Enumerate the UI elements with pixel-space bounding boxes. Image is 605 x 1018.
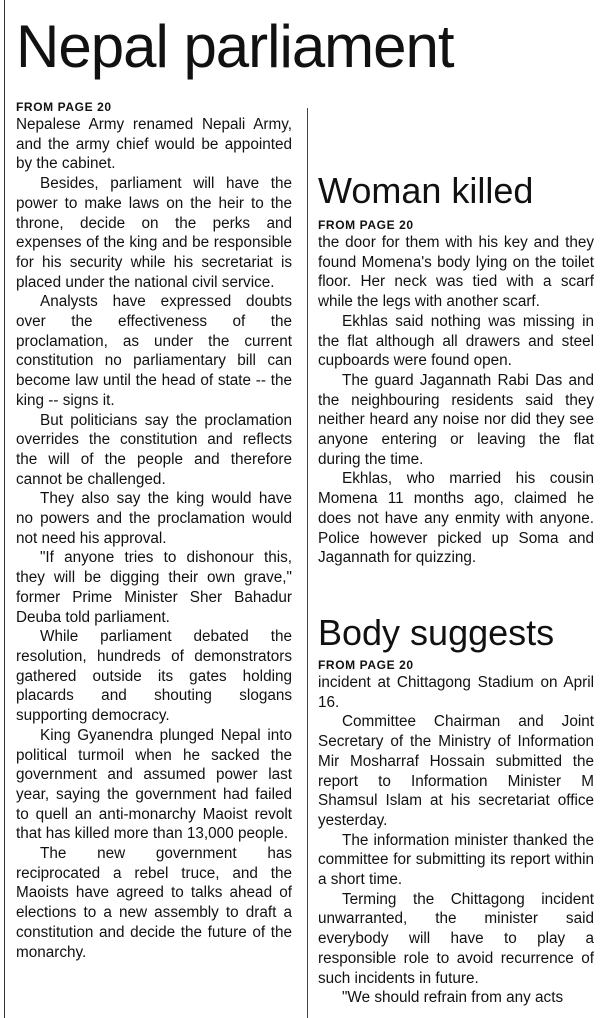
main-story-paragraph: While parliament debated the resolution, hundreds of demonstrators gathered outside its gates holding placards and shouting slogans supporting democracy. <box>16 628 292 725</box>
body-suggests-story <box>318 612 594 1008</box>
main-story-paragraph: The new government has reciprocated a rebel truce, and the Maoists have agreed to talks ahead of elections to a new assembly to draft a constitution and decide the future of the monarchy. <box>16 845 292 961</box>
body-suggests-paragraph: "We should refrain from any acts <box>342 989 564 1007</box>
main-story-column <box>16 100 292 962</box>
main-story-paragraph: Analysts have expressed doubts over the effectiveness of the proclamation, as under the current constitution no parliamentary bill can become law until the head of state -- the king -- signs it. <box>16 293 292 409</box>
woman-killed-paragraph: The guard Jagannath Rabi Das and the neighbouring residents said they neither heard any noise nor did they see anyone entering or leaving the flat during the time. <box>318 371 594 468</box>
body-suggests-paragraph: The information minister thanked the committee for submitting its report within a short time. <box>318 831 594 889</box>
body-suggests-paragraph: incident at Chittagong Stadium on April 16. <box>318 674 594 711</box>
body-suggests-paragraph: Terming the Chittagong incident unwarranted, the minister said everybody will have to play a responsible role to avoid recurrence of such incidents in future. <box>318 890 594 987</box>
woman-killed-paragraph: Ekhlas said nothing was missing in the flat although all drawers and steel cupboards were found open. <box>318 312 594 370</box>
main-story-paragraph: But politicians say the proclamation overrides the constitution and reflects the will of the people and therefore cannot be challenged. <box>16 411 292 488</box>
main-story-paragraph: Besides, parliament will have the power to make laws on the heir to the throne, decide on the perks and expenses of the king and be responsible for his security while his secretariat is placed under the national civil service. <box>16 175 292 291</box>
woman-killed-story <box>318 170 594 568</box>
woman-killed-headline: Woman killed <box>318 170 534 211</box>
body-suggests-paragraph: Committee Chairman and Joint Secretary of the Ministry of Information Mir Mosharraf Hossain submitted the report to Information Minister M Shamsul Islam at his secretariat office yesterday. <box>318 713 594 829</box>
main-headline: Nepal parliament <box>16 13 454 80</box>
left-edge-rule <box>4 0 5 1018</box>
main-story-paragraph: They also say the king would have no powers and the proclamation would not need his approval. <box>16 490 292 547</box>
woman-killed-paragraph: the door for them with his key and they found Momena's body lying on the toilet floor. Her neck was tied with a scarf while the legs with another scarf. <box>318 234 594 311</box>
main-story-paragraph: Nepalese Army renamed Nepali Army, and the army chief would be appointed by the cabinet. <box>16 116 292 173</box>
main-story-paragraph: "If anyone tries to dishonour this, they will be digging their own grave," former Prime Minister Sher Bahadur Deuba told parliament. <box>16 549 292 626</box>
body-suggests-from-page: FROM PAGE 20 <box>318 658 414 672</box>
column-divider <box>307 108 308 1018</box>
woman-killed-paragraph: Ekhlas, who married his cousin Momena 11 months ago, claimed he does not have any enmity with anyone. Police however picked up Soma and Jagannath for quizzing. <box>318 470 594 567</box>
woman-killed-from-page: FROM PAGE 20 <box>318 218 414 232</box>
main-story-paragraph: King Gyanendra plunged Nepal into political turmoil when he sacked the government and assumed power last year, saying the government had failed to quell an anti-monarchy Maoist revolt that has killed more than 13,000 people. <box>16 726 292 843</box>
body-suggests-headline: Body suggests <box>318 612 555 653</box>
main-story-from-page: FROM PAGE 20 <box>16 100 112 114</box>
